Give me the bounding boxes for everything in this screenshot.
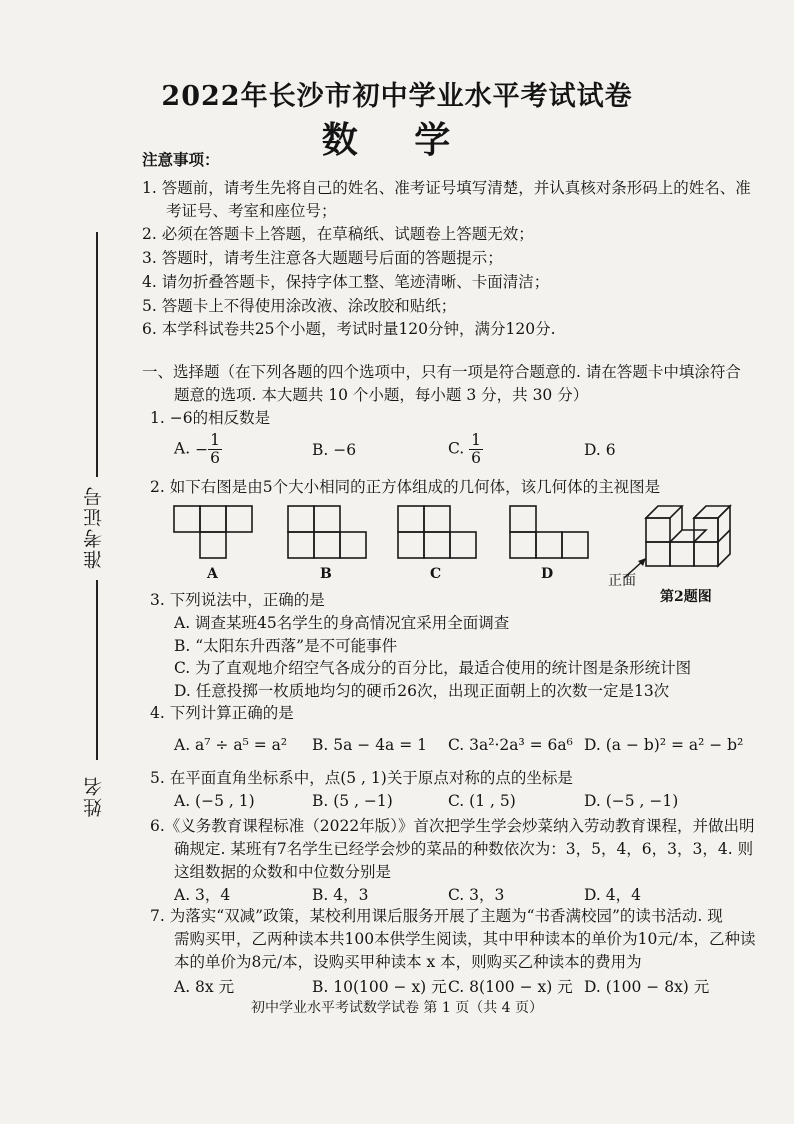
note-item-3: 3. 答题时，请考生注意各大题题号后面的答题提示； — [142, 249, 503, 267]
q3-option-a: A. 调查某班45名学生的身高情况宜采用全面调查 — [174, 614, 510, 632]
q7-line3: 本的单价为8元/本，设购买甲种读本 x 本，则购买乙种读本的费用为 — [174, 953, 642, 971]
q6-option-c: C. 3，3 — [448, 886, 505, 904]
note-item-6: 6. 本学科试卷共25个小题，考试时量120分钟，满分120分. — [142, 320, 556, 338]
q1-option-a — [174, 432, 222, 467]
exam-no-label: 准考证号 — [83, 485, 105, 569]
q1-c-label: C. — [448, 439, 465, 458]
q4-option-c: C. 3a²·2a³ = 6a⁶ — [448, 736, 573, 754]
note-item-1: 1. 答题前，请考生先将自己的姓名、准考证号填写清楚，并认真核对条形码上的姓名、准 — [142, 179, 751, 197]
q4-stem: 4. 下列计算正确的是 — [150, 704, 294, 722]
name-label: 姓名 — [83, 775, 105, 817]
q4-option-b: B. 5a − 4a = 1 — [312, 736, 427, 754]
q6-option-d: D. 4，4 — [584, 886, 641, 904]
q7-line1: 7. 为落实“双减”政策，某校利用课后服务开展了主题为“书香满校园”的读书活动. 现 — [150, 907, 723, 925]
q2-label-a: A — [207, 566, 218, 582]
q5-option-a: A. (−5 , 1) — [174, 792, 255, 810]
q1-a-label: A. — [174, 439, 191, 458]
q2-option-figures — [160, 500, 600, 562]
q7-option-b: B. 10(100 − x) 元 — [312, 978, 447, 996]
q3-option-c: C. 为了直观地介绍空气各成分的百分比，最适合使用的统计图是条形统计图 — [174, 659, 692, 677]
q3-option-d: D. 任意投掷一枚质地均匀的硬币26次，出现正面朝上的次数一定是13次 — [174, 682, 670, 700]
q4-option-a: A. a⁷ ÷ a⁵ = a² — [174, 736, 288, 754]
q2-figure-caption: 第2题图 — [660, 589, 712, 605]
q2-label-d: D — [541, 566, 554, 582]
q1-stem: 1. −6的相反数是 — [150, 409, 271, 427]
q5-option-c: C. (1 , 5) — [448, 792, 516, 810]
q2-stem: 2. 如下右图是由5个大小相同的正方体组成的几何体，该几何体的主视图是 — [150, 478, 661, 496]
q2-label-b: B — [320, 566, 332, 582]
q7-option-d: D. (100 − 8x) 元 — [584, 978, 710, 996]
q1-a-sign: − — [195, 440, 209, 459]
q7-option-c: C. 8(100 − x) 元 — [448, 978, 573, 996]
q4-option-d: D. (a − b)² = a² − b² — [584, 736, 744, 754]
q1-option-d: D. 6 — [584, 441, 616, 459]
subject-title: 数 学 — [321, 119, 473, 161]
exam-no-line-lower — [96, 580, 98, 760]
q2-front-label: 正面 — [608, 573, 636, 589]
notes-heading: 注意事项： — [142, 150, 220, 169]
q7-line2: 需购买甲，乙两种读本共100本供学生阅读，其中甲种读本的单价为10元/本，乙种读 — [174, 930, 756, 948]
q1-option-c — [448, 432, 483, 467]
q1-a-num: 1 — [210, 431, 220, 449]
q6-option-b: B. 4，3 — [312, 886, 369, 904]
note-item-4: 4. 请勿折叠答题卡，保持字体工整、笔迹清晰、卡面清洁； — [142, 273, 550, 291]
q3-stem: 3. 下列说法中，正确的是 — [150, 591, 325, 609]
exam-title: 2022年长沙市初中学业水平考试试卷 — [161, 81, 633, 112]
q1-c-num: 1 — [471, 431, 482, 449]
q1-c-fraction — [469, 432, 483, 467]
q5-stem: 5. 在平面直角坐标系中，点(5 , 1)关于原点对称的点的坐标是 — [150, 769, 573, 787]
q6-line1: 6.《义务教育课程标准（2022年版）》首次把学生学会炒菜纳入劳动教育课程，并做出明 — [150, 817, 755, 835]
section1-line1: 一、选择题（在下列各题的四个选项中，只有一项是符合题意的. 请在答题卡中填涂符合 — [142, 363, 741, 381]
q2-figure-c — [398, 506, 476, 558]
q5-option-d: D. (−5 , −1) — [584, 792, 679, 810]
q6-line2: 确规定. 某班有7名学生已经学会炒的菜品的种数依次为：3，5，4，6，3，3，4. 则 — [174, 840, 754, 858]
note-item-1-cont: 考证号、考室和座位号； — [166, 202, 337, 220]
q5-option-b: B. (5 , −1) — [312, 792, 393, 810]
q3-option-b: B. “太阳东升西落”是不可能事件 — [174, 637, 398, 655]
q1-c-den: 6 — [471, 449, 482, 467]
note-item-5: 5. 答题卡上不得使用涂改液、涂改胶和贴纸； — [142, 297, 457, 315]
section1-line2: 题意的选项. 本大题共 10 个小题，每小题 3 分，共 30 分） — [174, 386, 589, 404]
q2-figure-a — [174, 506, 252, 558]
page-footer: 初中学业水平考试数学试卷 第 1 页（共 4 页） — [250, 1000, 544, 1016]
exam-no-line — [96, 232, 98, 477]
q6-line3: 这组数据的众数和中位数分别是 — [174, 863, 392, 881]
q2-figure-b — [288, 506, 366, 558]
q2-figure-d — [510, 506, 588, 558]
q7-option-a: A. 8x 元 — [174, 978, 235, 996]
q1-a-fraction — [208, 432, 222, 467]
q2-label-c: C — [430, 566, 442, 582]
note-item-2: 2. 必须在答题卡上答题，在草稿纸、试题卷上答题无效； — [142, 225, 534, 243]
q6-option-a: A. 3，4 — [174, 886, 231, 904]
q1-a-den: 6 — [210, 449, 220, 467]
q1-option-b: B. −6 — [312, 441, 357, 459]
